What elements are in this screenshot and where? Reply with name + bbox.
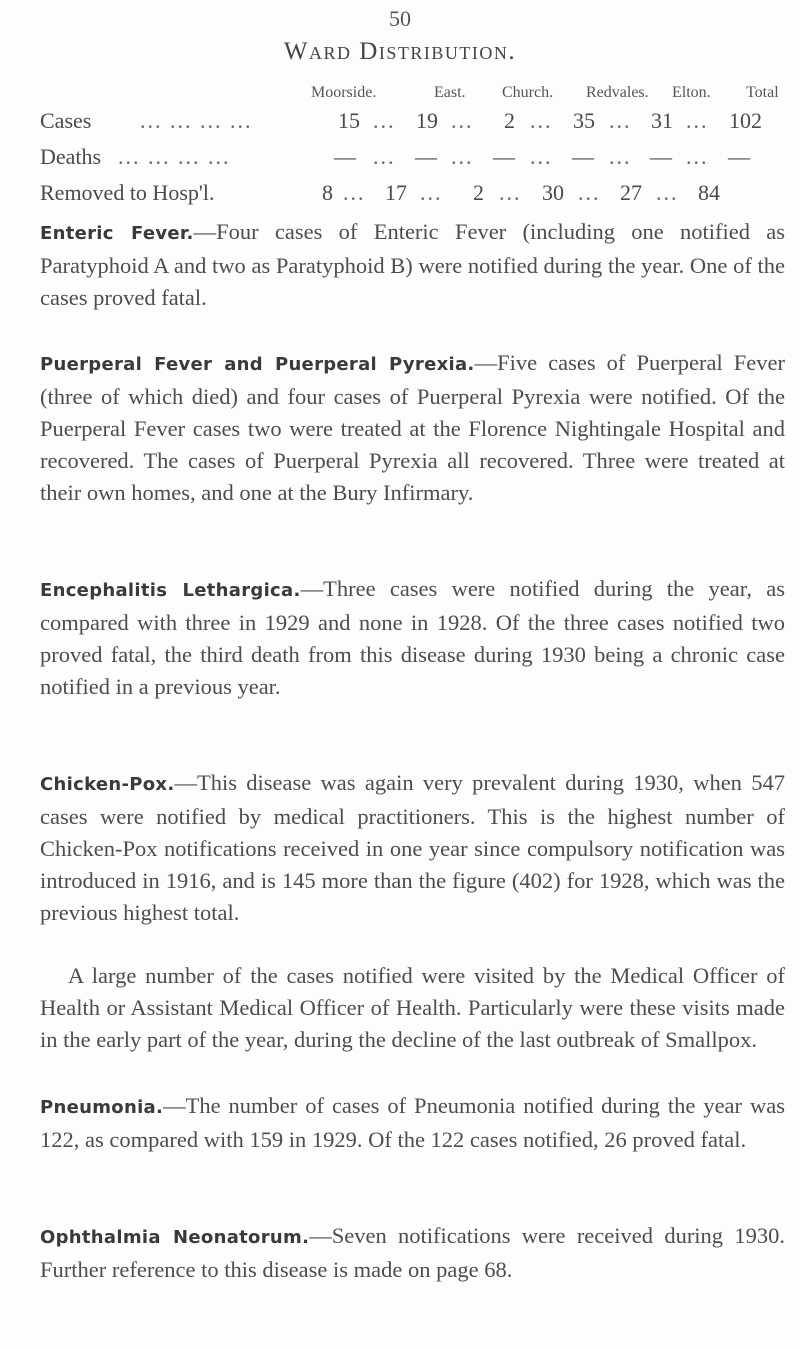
ophthalmia-paragraph — [40, 1220, 785, 1286]
row-label: Deaths — [40, 144, 102, 169]
table-header — [40, 84, 785, 106]
dot-leader: ... ... ... ... — [140, 108, 253, 133]
table-cell: — — [415, 144, 437, 169]
table-row: Deaths ... ... ... ... — ... — ... — ... — ... — ... — — [40, 144, 750, 169]
section-heading: Pneumonia. — [40, 1097, 164, 1118]
column-header: Elton. — [672, 84, 711, 101]
paragraph-text: —Seven notifications were received during 1930. Further reference to this disease is made on page 68. — [40, 1223, 785, 1282]
table-cell: — — [650, 144, 672, 169]
row-label: Removed to Hosp'l. — [40, 180, 215, 205]
paragraph-text: —Three cases were notified during the year, as compared with three in 1929 and none in 1928. Of the three cases notified two proved fatal, the third death from this disease during 1930 being a chronic case notified in a previous year. — [40, 576, 785, 699]
row-label: Cases — [40, 108, 92, 133]
encephalitis-paragraph — [40, 573, 785, 703]
table-cell: — — [334, 144, 356, 169]
section-heading: Encephalitis Lethargica. — [40, 580, 301, 601]
section-heading: Enteric Fever. — [40, 223, 194, 244]
paragraph-text: —Four cases of Enteric Fever (including one notified as Paratyphoid A and two as Paratyphoid B) were notified during the year. One of the cases proved fatal. — [40, 219, 785, 310]
table-cell: 15 — [338, 108, 360, 133]
table-cell: 35 — [573, 108, 595, 133]
paragraph-text: —Five cases of Puerperal Fever (three of which died) and four cases of Puerperal Pyrexia were notified. Of the Puerperal Fever cases two were treated at the Florence Nightingale Hospital and recovered. The cases of Puerperal Pyrexia all recovered. Three were treated at their own homes, and one at the Bury Infirmary. — [40, 350, 785, 505]
dot-leader: ... ... ... ... — [118, 144, 231, 169]
chicken-pox-paragraph — [40, 767, 785, 929]
table-row: Cases ... ... ... ... 15 ... 19 ... 2 ... 35 ... 31 ... 102 — [40, 108, 762, 133]
column-header: Total — [746, 84, 779, 101]
section-heading: Chicken-Pox. — [40, 774, 175, 795]
column-header: Church. — [502, 84, 554, 101]
column-header: Moorside. — [311, 84, 377, 101]
pneumonia-paragraph — [40, 1090, 785, 1156]
column-header: Redvales. — [586, 84, 649, 101]
paragraph-text: —The number of cases of Pneumonia notified during the year was 122, as compared with 159 in 1929. Of the 122 cases notified, 26 proved fatal. — [40, 1093, 785, 1152]
table-cell: 19 — [416, 108, 438, 133]
paragraph-text: —This disease was again very prevalent during 1930, when 547 cases were notified by medical practitioners. This is the highest number of Chicken-Pox notifications received in one year since compulsory notification was introduced in 1916, and is 145 more than the figure (402) for 1928, which was the previous highest total. — [40, 770, 785, 925]
paragraph-text: A large number of the cases notified were visited by the Medical Officer of Health or Assistant Medical Officer of Health. Particularly were these visits made in the early part of the year, during the decline of the last outbreak of Smallpox. — [40, 963, 785, 1052]
table-cell: 30 — [542, 180, 564, 205]
table-cell: 2 — [504, 108, 515, 133]
ward-distribution-table — [40, 84, 785, 216]
visits-paragraph — [40, 960, 785, 1056]
puerperal-fever-paragraph — [40, 347, 785, 509]
page-number: 50 — [389, 6, 411, 31]
table-cell: 84 — [698, 180, 720, 205]
table-title: Ward Distribution. — [283, 38, 517, 65]
table-cell: 27 — [620, 180, 642, 205]
table-row: Removed to Hosp'l. 8 ... 17 ... 2 ... 30 ... 27 ... 84 — [40, 180, 720, 205]
table-cell: 102 — [729, 108, 762, 133]
table-cell: — — [572, 144, 594, 169]
section-heading: Ophthalmia Neonatorum. — [40, 1227, 310, 1248]
table-cell: 8 — [322, 180, 333, 205]
enteric-fever-paragraph — [40, 216, 785, 314]
column-header: East. — [434, 84, 466, 101]
table-cell: — — [493, 144, 515, 169]
table-cell: 2 — [473, 180, 484, 205]
table-cell: — — [728, 144, 750, 169]
table-cell: 17 — [385, 180, 407, 205]
table-cell: 31 — [651, 108, 673, 133]
section-heading: Puerperal Fever and Puerperal Pyrexia. — [40, 354, 475, 375]
